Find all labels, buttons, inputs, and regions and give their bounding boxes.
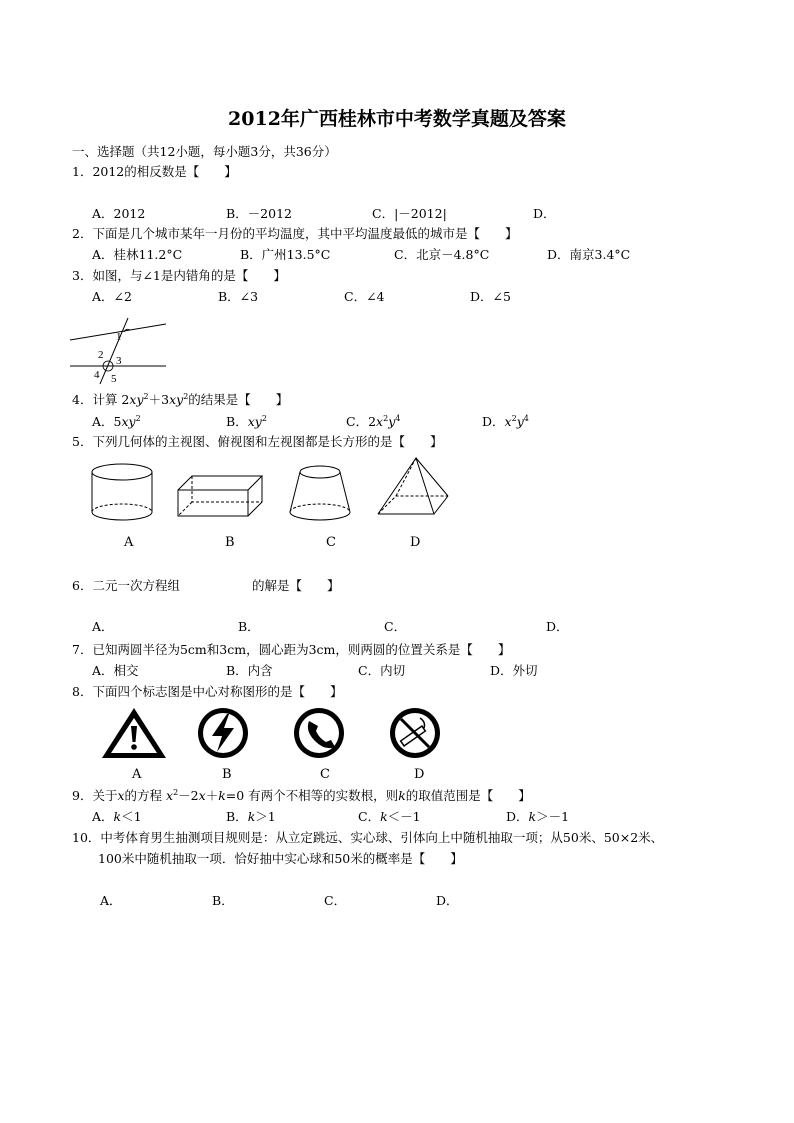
- q3-option-b: B．∠3: [218, 289, 259, 304]
- q1-option-b: B．－2012: [226, 206, 292, 221]
- q5-figure-label-b: B: [225, 535, 235, 550]
- angle-label-2: 2: [98, 349, 104, 361]
- question-6-stem-end: 的解是【 】: [252, 578, 340, 593]
- q6-option-d: D．: [546, 619, 569, 634]
- q2-option-d: D．南京3.4°C: [547, 247, 631, 262]
- warning-triangle-icon: [100, 706, 168, 760]
- q4-option-a: A．$5xy^2$: [92, 413, 141, 429]
- question-9-stem: 9．关于x的方程 $x^2-2x+k=0$ 有两个不相等的实数根，则k的取值范围是【 】: [72, 787, 531, 803]
- section-heading: 一、选择题（共12小题，每小题3分，共36分）: [72, 144, 337, 159]
- angle-label-5: 5: [111, 373, 117, 385]
- q5-figure-label-a: A: [124, 535, 134, 550]
- q5-figure-label-d: D: [410, 535, 421, 550]
- q10-option-a: A．: [100, 893, 122, 908]
- q2-option-a: A．桂林11.2°C: [92, 247, 183, 262]
- no-smoking-sign-icon: [388, 706, 442, 760]
- q3-option-a: A．∠2: [92, 289, 132, 304]
- q10-option-b: B．: [212, 893, 234, 908]
- question-10-stem-line-2: 100米中随机抽取一项．恰好抽中实心球和50米的概率是【 】: [98, 851, 463, 866]
- q7-option-b: B．内含: [226, 663, 273, 678]
- q9-option-d: D．k＞－1: [506, 809, 570, 824]
- q10-option-d: D．: [436, 893, 459, 908]
- q4-option-c: C．$2x^2y^4$: [346, 413, 401, 429]
- q8-figure-label-a: A: [132, 767, 142, 782]
- page-title: 2012年广西桂林市中考数学真题及答案: [228, 108, 566, 130]
- question-10-stem-line-1: 10．中考体育男生抽测项目规则是：从立定跳远、实心球、引体向上中随机抽取一项；从50米、50×2米、: [72, 830, 664, 845]
- question-1-stem: 1．2012的相反数是【 】: [72, 164, 237, 179]
- q4-option-d: D．$x^2y^4$: [482, 413, 529, 429]
- question-8-stem: 8．下面四个标志图是中心对称图形的是【 】: [72, 684, 343, 699]
- telephone-sign-icon: [292, 706, 346, 760]
- q3-angle-figure: [68, 310, 178, 385]
- frustum-figure: [288, 462, 352, 524]
- q4-option-b: B．$xy^2$: [226, 413, 267, 429]
- cuboid-figure: [176, 474, 266, 518]
- q7-option-a: A．相交: [92, 663, 139, 678]
- angle-label-1: 1: [116, 331, 122, 343]
- pyramid-figure: [376, 456, 450, 518]
- q8-figure-label-c: C: [320, 767, 330, 782]
- question-2-stem: 2．下面是几个城市某年一月份的平均温度，其中平均温度最低的城市是【 】: [72, 226, 518, 241]
- q9-option-c: C．k＜－1: [358, 809, 421, 824]
- q9-option-b: B．k＞1: [226, 809, 276, 824]
- q8-figure-label-d: D: [414, 767, 425, 782]
- angle-label-3: 3: [116, 355, 122, 367]
- lightning-sign-icon: [196, 706, 250, 760]
- q10-option-c: C．: [324, 893, 347, 908]
- q6-option-a: A．: [92, 619, 114, 634]
- angle-label-4: 4: [94, 369, 100, 381]
- question-3-stem: 3．如图，与∠1是内错角的是【 】: [72, 268, 286, 283]
- q1-option-a: A．2012: [92, 206, 146, 221]
- q8-figure-label-b: B: [222, 767, 232, 782]
- q7-option-d: D．外切: [490, 663, 538, 678]
- question-5-stem: 5．下列几何体的主视图、俯视图和左视图都是长方形的是【 】: [72, 434, 443, 449]
- q7-option-c: C．内切: [358, 663, 406, 678]
- q1-option-d: D．: [533, 206, 556, 221]
- q6-option-c: C．: [384, 619, 407, 634]
- q9-option-a: A．k＜1: [92, 809, 142, 824]
- q1-option-c: C．|－2012|: [372, 206, 447, 221]
- question-4-stem: 4．计算 $2xy^2+3xy^2$的结果是【 】: [72, 391, 289, 407]
- q3-option-c: C．∠4: [344, 289, 385, 304]
- q5-figure-label-c: C: [326, 535, 336, 550]
- q2-option-c: C．北京－4.8°C: [394, 247, 490, 262]
- question-6-stem: 6．二元一次方程组: [72, 578, 180, 593]
- cylinder-figure: [90, 462, 154, 524]
- q2-option-b: B．广州13.5°C: [240, 247, 331, 262]
- q6-option-b: B．: [238, 619, 260, 634]
- q3-option-d: D．∠5: [470, 289, 511, 304]
- question-7-stem: 7．已知两圆半径为5cm和3cm，圆心距为3cm，则两圆的位置关系是【 】: [72, 642, 511, 657]
